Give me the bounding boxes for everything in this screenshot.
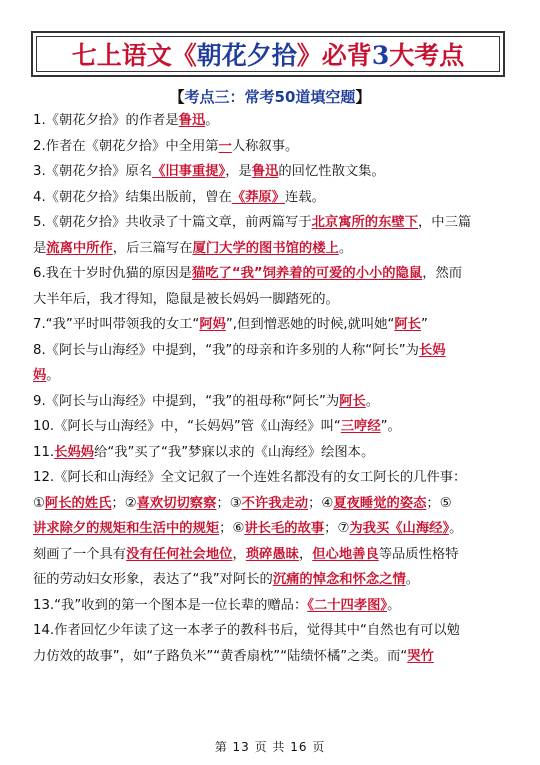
answer-text: 鲁迅 bbox=[251, 164, 279, 179]
question-text: 。 bbox=[46, 368, 60, 383]
page-title bbox=[72, 36, 464, 72]
answer-text: 没有任何社会地位 bbox=[126, 546, 233, 562]
question-text: ；⑤ bbox=[426, 495, 452, 511]
answer-text: 哭竹 bbox=[407, 648, 434, 664]
text-line bbox=[33, 389, 511, 415]
question-text: 5.《朝花夕拾》共收录了十篇文章，前两篇写于 bbox=[33, 215, 312, 230]
text-line bbox=[33, 287, 511, 313]
answer-text: 阿长的姓氏 bbox=[44, 495, 112, 511]
question-text: 是 bbox=[33, 240, 47, 256]
text-line bbox=[33, 491, 511, 517]
question-text: ，中三篇 bbox=[418, 215, 472, 230]
answer-text: 北京寓所的东壁下 bbox=[311, 215, 418, 230]
question-text: 。 bbox=[405, 572, 420, 587]
answer-text: 《二十四孝图》 bbox=[307, 597, 388, 613]
title-part-5: 大考点 bbox=[389, 41, 465, 70]
answer-text: 沉痛的悼念和怀念之情 bbox=[272, 572, 406, 587]
text-line bbox=[33, 261, 511, 287]
question-text: ” bbox=[421, 317, 428, 332]
answer-text: 琐碎愚昧 bbox=[245, 546, 299, 562]
question-text: 14.作者回忆少年读了这一本孝子的教科书后，觉得其中“自然也有可以勉 bbox=[33, 623, 460, 638]
answer-text: 长妈 bbox=[418, 342, 446, 358]
answer-text: 妈 bbox=[33, 368, 47, 383]
question-text: 人称叙事。 bbox=[231, 138, 299, 154]
answer-text: 流离中所作 bbox=[46, 240, 113, 256]
answer-text: 阿长 bbox=[339, 393, 366, 409]
question-text: ”。 bbox=[380, 419, 401, 434]
text-line bbox=[33, 210, 511, 236]
text-line bbox=[33, 465, 511, 491]
question-text: ；④ bbox=[308, 495, 334, 511]
question-text: 征的劳动妇女形象，表达了“我”对阿长的 bbox=[33, 572, 273, 587]
title-box bbox=[31, 31, 505, 77]
answer-text: 夏夜睡觉的姿态 bbox=[333, 495, 427, 511]
answer-text: 一 bbox=[218, 138, 232, 154]
question-text: 1.《朝花夕拾》的作者是 bbox=[33, 113, 179, 128]
question-text: 。 bbox=[205, 113, 219, 128]
answer-text: 阿长 bbox=[394, 317, 422, 332]
question-text: 7.“我”平时叫带领我的女工“ bbox=[33, 317, 200, 332]
question-text: 3.《朝花夕拾》原名 bbox=[33, 164, 153, 179]
title-part-3: 》必背 bbox=[296, 41, 372, 70]
answer-text: 厦门大学的图书馆的楼上 bbox=[192, 240, 339, 256]
text-line bbox=[33, 644, 511, 670]
answer-text: 《旧事重提》 bbox=[152, 164, 226, 179]
answer-text: 喜欢切切察察 bbox=[136, 495, 217, 511]
text-line bbox=[33, 159, 511, 185]
text-line bbox=[33, 567, 511, 593]
answer-text: 猫吃了“我”饲养着的可爱的小小的隐鼠 bbox=[191, 266, 423, 281]
text-line bbox=[33, 185, 511, 211]
answer-text: 《莽原》 bbox=[231, 189, 286, 205]
section-heading-text: 考点三：常考50道填空题 bbox=[184, 88, 356, 106]
question-text: 大半年后，我才得知，隐鼠是被长妈妈一脚踏死的。 bbox=[33, 291, 339, 307]
answer-text: 但心地善良 bbox=[312, 546, 379, 562]
question-text: 10.《阿长与山海经》中，“长妈妈”管《山海经》叫“ bbox=[33, 419, 341, 434]
question-text: 12.《阿长和山海经》全文记叙了一个连姓名都没有的女工阿长的几件事： bbox=[33, 470, 467, 485]
section-heading bbox=[0, 86, 540, 107]
title-part-1: 七上语文《 bbox=[71, 41, 197, 70]
question-text: 。 bbox=[338, 240, 353, 256]
text-line bbox=[33, 593, 511, 619]
bracket-open: 【 bbox=[169, 88, 185, 106]
answer-text: 讲求除夕的规矩和生活中的规矩 bbox=[33, 521, 220, 536]
question-text: 连载。 bbox=[285, 189, 325, 205]
question-text: 13.“我”收到的第一个图本是一位长辈的赠品： bbox=[33, 597, 308, 613]
question-text: ；⑦ bbox=[324, 521, 350, 536]
answer-text: 长妈妈 bbox=[54, 444, 95, 460]
text-line bbox=[33, 618, 511, 644]
question-text: ，然而 bbox=[422, 266, 463, 281]
text-line bbox=[33, 414, 511, 440]
question-text: 给“我”买了“我”梦寐以求的《山海经》绘图本。 bbox=[94, 444, 375, 460]
question-text: 8.《阿长与山海经》中提到，“我”的母亲和许多别的人称“阿长”为 bbox=[33, 342, 419, 358]
text-line bbox=[33, 312, 511, 338]
question-text: 等品质性格特 bbox=[378, 546, 459, 562]
text-line bbox=[33, 236, 511, 262]
question-text: 6.我在十岁时仇猫的原因是 bbox=[33, 266, 192, 281]
answer-text: 鲁迅 bbox=[178, 113, 206, 128]
question-text: ，后三篇写在 bbox=[112, 240, 193, 256]
question-text: 力仿效的故事”，如“子路负米”“黄香扇枕”“陆绩怀橘”之类。而“ bbox=[33, 648, 408, 664]
text-line bbox=[33, 542, 511, 568]
answer-text: 阿妈 bbox=[199, 317, 226, 332]
question-text: ① bbox=[33, 495, 45, 511]
question-text: 。 bbox=[387, 597, 401, 613]
question-text: 2.作者在《朝花夕拾》中全用第 bbox=[33, 138, 219, 154]
question-text: ， bbox=[232, 546, 246, 562]
answer-text: 为我买《山海经》 bbox=[349, 521, 450, 536]
question-text: 。 bbox=[449, 521, 463, 536]
page-footer: 第 13 页 共 16 页 bbox=[214, 740, 326, 754]
question-text: 11. bbox=[33, 444, 55, 460]
answer-text: 不许我走动 bbox=[241, 495, 309, 511]
text-line bbox=[33, 338, 511, 364]
question-text: 4.《朝花夕拾》结集出版前，曾在 bbox=[33, 189, 232, 205]
question-text: 的回忆性散文集。 bbox=[278, 164, 385, 179]
text-line bbox=[33, 134, 511, 160]
answer-text: 三哼经 bbox=[340, 419, 381, 434]
answer-text: 讲长毛的故事 bbox=[244, 521, 325, 536]
question-text: 。 bbox=[365, 393, 380, 409]
bracket-close: 】 bbox=[355, 88, 371, 106]
text-line bbox=[33, 363, 511, 389]
question-text: ， bbox=[298, 546, 313, 562]
text-line bbox=[33, 108, 511, 134]
text-line bbox=[33, 516, 511, 542]
question-text: ；⑥ bbox=[219, 521, 245, 536]
title-part-4: 3 bbox=[371, 41, 390, 70]
question-list bbox=[33, 108, 511, 669]
question-text: ”,但到憎恶她的时候,就叫她“ bbox=[225, 317, 395, 332]
question-text: ；③ bbox=[216, 495, 242, 511]
question-text: 9.《阿长与山海经》中提到，“我”的祖母称“阿长”为 bbox=[33, 393, 340, 409]
question-text: 刻画了一个具有 bbox=[33, 546, 127, 562]
question-text: ，是 bbox=[225, 164, 252, 179]
title-part-2: 朝花夕拾 bbox=[196, 41, 297, 70]
text-line bbox=[33, 440, 511, 466]
question-text: ；② bbox=[111, 495, 137, 511]
